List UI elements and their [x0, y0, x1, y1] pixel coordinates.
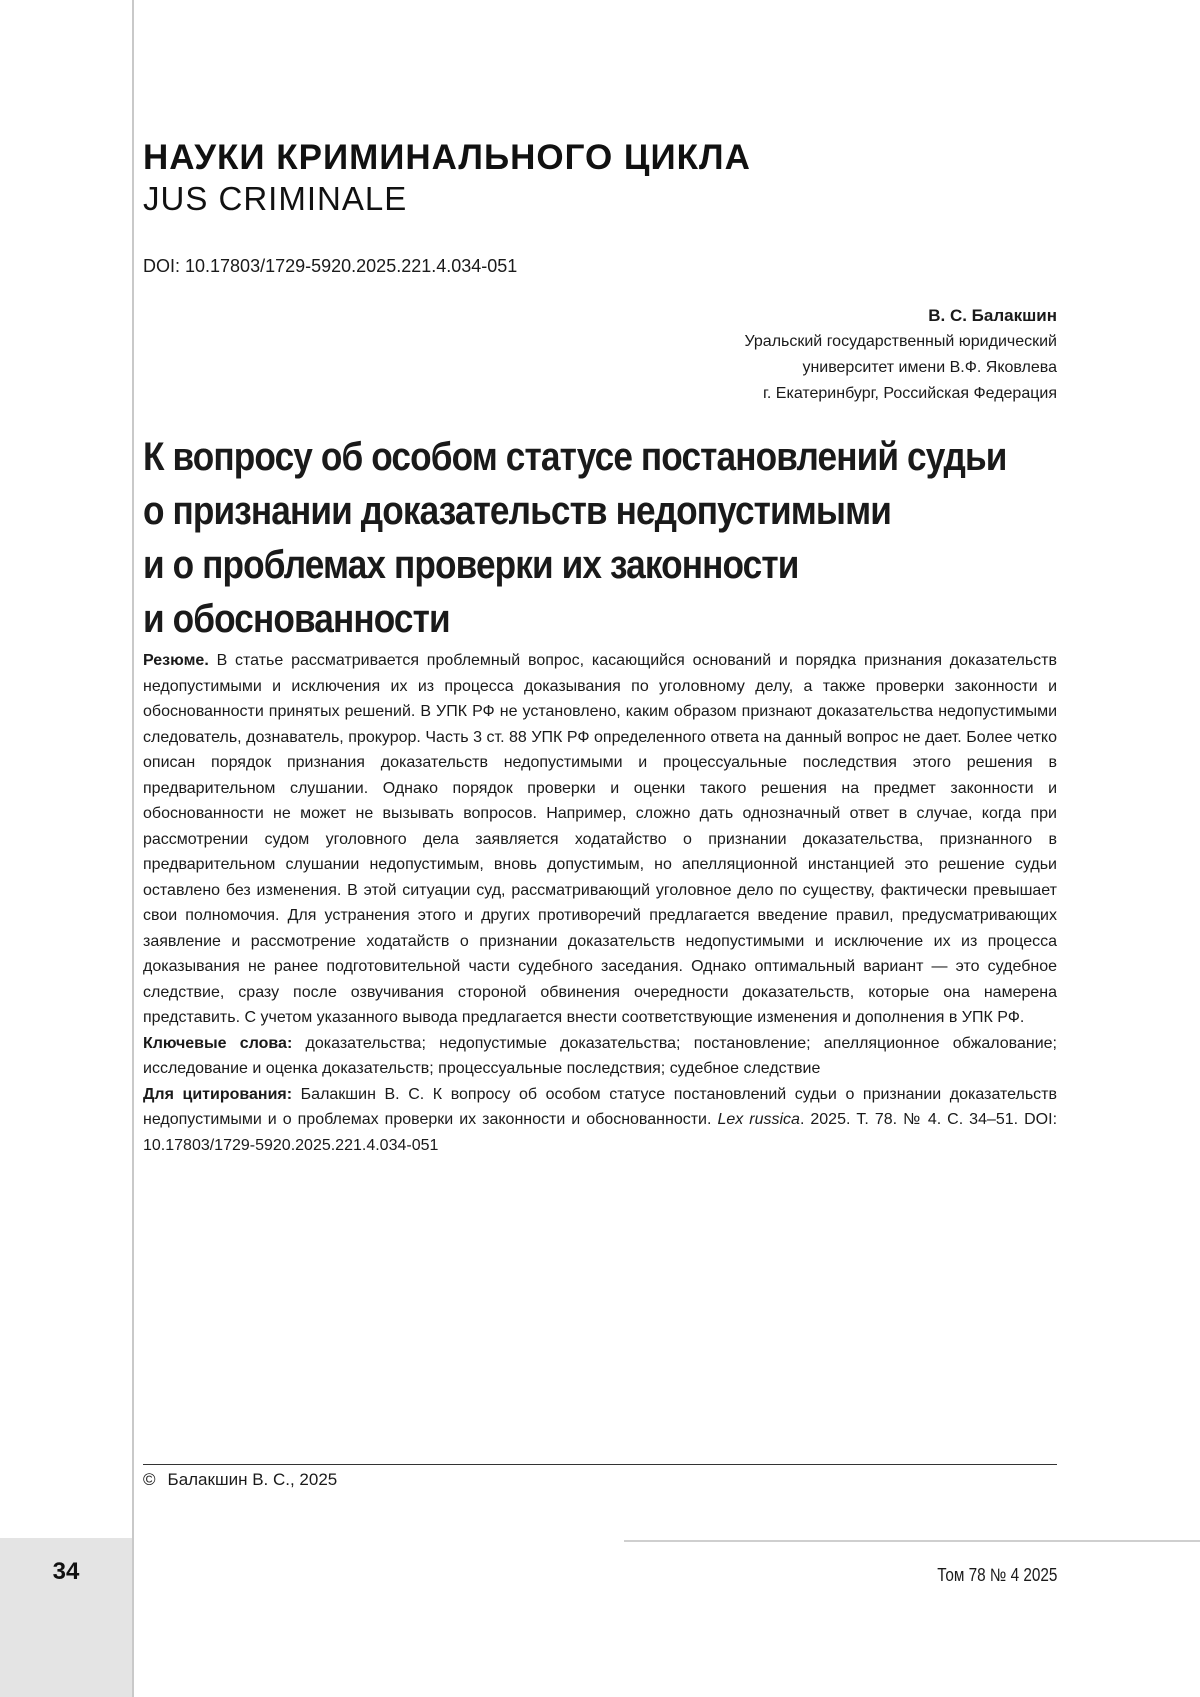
copyright-divider	[143, 1464, 1057, 1465]
copyright-text: Балакшин В. С., 2025	[168, 1470, 338, 1489]
author-block	[537, 303, 1057, 407]
copyright-symbol: ©	[143, 1470, 156, 1489]
section-subtitle: JUS CRIMINALE	[143, 180, 407, 218]
citation	[143, 1082, 1057, 1159]
section-title: НАУКИ КРИМИНАЛЬНОГО ЦИКЛА	[143, 138, 751, 178]
keywords-text: доказательства; недопустимые доказательства; постановление; апелляционное обжалование; исследование и оценка доказательств; процессуальные последствия; судебное следствие	[143, 1035, 1057, 1078]
citation-text: Балакшин В. С. К вопросу об особом статусе постановлений судьи о признании доказательств недопустимыми и о проблемах проверки их законности и обоснованности.	[143, 1086, 1057, 1129]
citation-journal: Lex russica	[717, 1111, 799, 1128]
page-number: 34	[0, 1558, 132, 1586]
author-name: В. С. Балакшин	[537, 303, 1057, 329]
keywords-label: Ключевые слова:	[143, 1035, 292, 1052]
abstract-block	[143, 648, 1057, 1158]
affiliation-line-1: Уральский государственный юридический	[537, 329, 1057, 355]
author-location: г. Екатеринбург, Российская Федерация	[537, 381, 1057, 407]
abstract-label: Резюме.	[143, 652, 209, 669]
issue-info: Том 78 № 4 2025	[937, 1565, 1057, 1586]
affiliation-line-2: университет имени В.Ф. Яковлева	[537, 355, 1057, 381]
citation-label: Для цитирования:	[143, 1086, 292, 1103]
copyright	[143, 1470, 337, 1490]
title-line: о признании доказательств недопустимыми	[143, 484, 1023, 538]
footer-divider	[624, 1540, 1200, 1542]
abstract-text: В статье рассматривается проблемный вопрос, касающийся оснований и порядка признания доказательств недопустимыми и исключения их из процесса доказывания по уголовному делу, а также проверки законности и обоснованности принятых решений. В УПК РФ не установлено, каким образом признают доказательства недопустимыми следователь, дознаватель, прокурор. Часть 3 ст. 88 УПК РФ определенного ответа на данный вопрос не дает. Более четко описан порядок признания доказательств недопустимыми и процессуальные последствия этого решения в предварительном слушании. Однако порядок проверки и оценки такого решения на предмет законности и обоснованности не может не вызывать вопросов. Например, сложно дать однозначный ответ в случае, когда при рассмотрении судом уголовного дела заявляется ходатайство о признании доказательства, признанного в предварительном слушании недопустимым, вновь допустимым, но апелляционной инстанцией это решение судьи оставлено без изменения. В этой ситуации суд, рассматривающий уголовное дело по существу, фактически превышает свои полномочия. Для устранения этого и других противоречий предлагается введение правил, предусматривающих заявление и рассмотрение ходатайств о признании доказательств недопустимыми и исключение их из процесса доказывания не ранее подготовительной части судебного заседания. Однако оптимальный вариант — это судебное следствие, сразу после озвучивания стороной обвинения очередности доказательств, которые она намерена представить. С учетом указанного вывода предлагается внести соответствующие изменения и дополнения в УПК РФ.	[143, 652, 1057, 1026]
citation-details: . 2025. Т. 78. № 4. С. 34–51. DOI: 10.17803/1729-5920.2025.221.4.034-051	[143, 1111, 1057, 1154]
margin-rule	[132, 0, 134, 1697]
article-title	[143, 430, 1023, 646]
title-line: К вопросу об особом статусе постановлений судьи	[143, 430, 1023, 484]
abstract	[143, 648, 1057, 1031]
title-line: и о проблемах проверки их законности	[143, 538, 1023, 592]
title-line: и обоснованности	[143, 592, 1023, 646]
doi: DOI: 10.17803/1729-5920.2025.221.4.034-051	[143, 256, 517, 277]
keywords	[143, 1031, 1057, 1082]
